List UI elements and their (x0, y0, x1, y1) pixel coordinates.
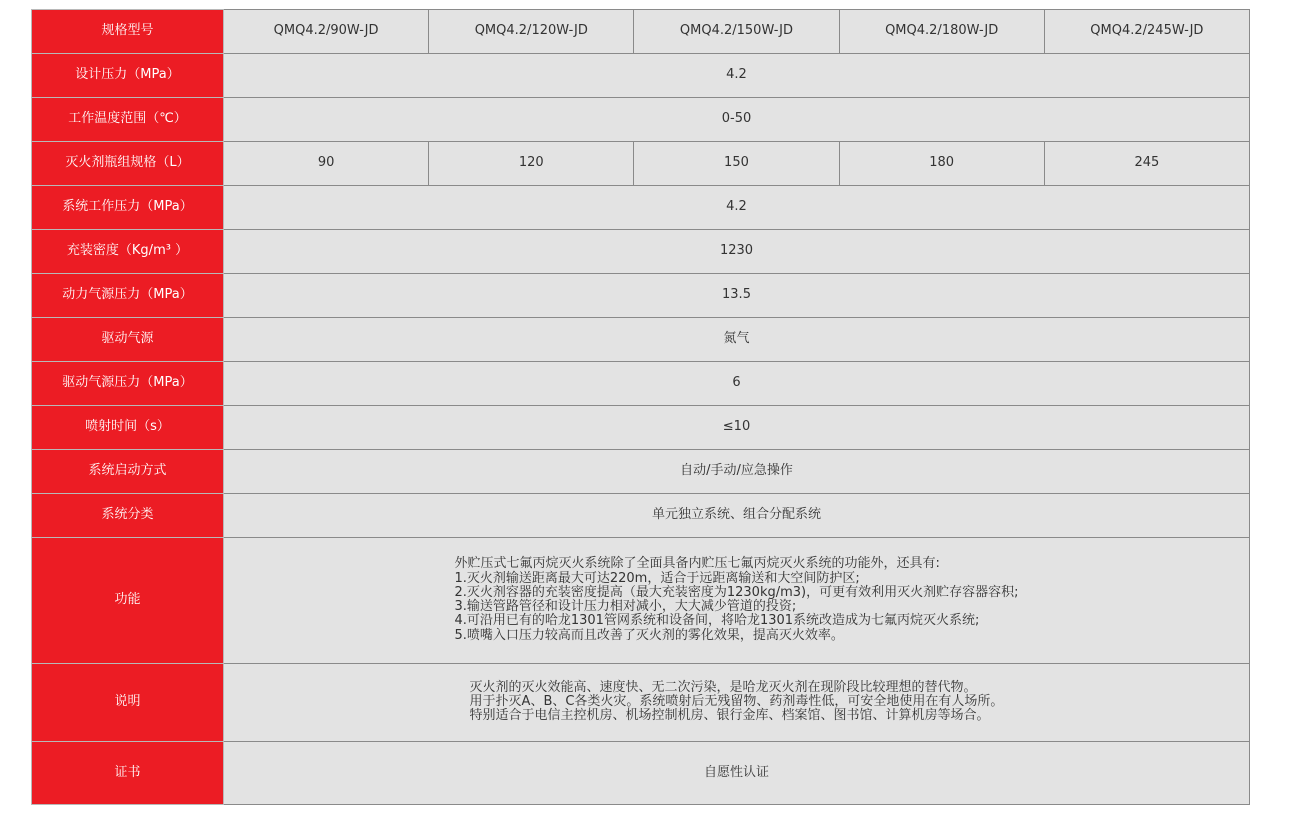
table-row-spray-time (32, 406, 1250, 450)
row-label-description: 说明 (32, 664, 224, 742)
row-label-fill-density: 充装密度（Kg/m³ ） (32, 230, 224, 274)
table-row-function (32, 538, 1250, 664)
value-description (224, 664, 1250, 742)
table-row-model (32, 10, 1250, 54)
row-label-system-pressure: 系统工作压力（MPa） (32, 186, 224, 230)
row-label-drive-gas-pressure: 驱动气源压力（MPa） (32, 362, 224, 406)
value-spray-time: ≤10 (224, 406, 1250, 450)
table-row-temp-range (32, 98, 1250, 142)
table-row-design-pressure (32, 54, 1250, 98)
model-cell: QMQ4.2/180W-JD (839, 10, 1044, 54)
table-row-system-pressure (32, 186, 1250, 230)
row-label-classification: 系统分类 (32, 494, 224, 538)
row-label-power-gas-pressure: 动力气源压力（MPa） (32, 274, 224, 318)
table-row-drive-gas-pressure (32, 362, 1250, 406)
model-cell: QMQ4.2/90W-JD (224, 10, 429, 54)
row-label-model: 规格型号 (32, 10, 224, 54)
table-row-start-mode (32, 450, 1250, 494)
function-line: 1.灭火剂输送距离最大可达220m，适合于远距离输送和大空间防护区; (454, 570, 860, 586)
function-line: 5.喷嘴入口压力较高而且改善了灭火剂的雾化效果，提高灭火效率。 (454, 627, 844, 643)
value-fill-density: 1230 (224, 230, 1250, 274)
value-temp-range: 0-50 (224, 98, 1250, 142)
table-row-classification (32, 494, 1250, 538)
function-line: 外贮压式七氟丙烷灭火系统除了全面具备内贮压七氟丙烷灭火系统的功能外，还具有: (454, 556, 940, 572)
row-label-certificate: 证书 (32, 742, 224, 805)
bottle-spec-cell: 120 (429, 142, 634, 186)
model-cell: QMQ4.2/245W-JD (1044, 10, 1249, 54)
description-line: 特别适合于电信主控机房、机场控制机房、银行金库、档案馆、图书馆、计算机房等场合。 (469, 708, 990, 724)
value-classification: 单元独立系统、组合分配系统 (224, 494, 1250, 538)
bottle-spec-cell: 180 (839, 142, 1044, 186)
value-system-pressure: 4.2 (224, 186, 1250, 230)
table-row-bottle-spec (32, 142, 1250, 186)
bottle-spec-cell: 245 (1044, 142, 1249, 186)
row-label-temp-range: 工作温度范围（℃） (32, 98, 224, 142)
table-row-description (32, 664, 1250, 742)
row-label-design-pressure: 设计压力（MPa） (32, 54, 224, 98)
description-text-block (470, 681, 1004, 724)
table-row-fill-density (32, 230, 1250, 274)
value-drive-gas-pressure: 6 (224, 362, 1250, 406)
row-label-drive-gas: 驱动气源 (32, 318, 224, 362)
description-line: 灭火剂的灭火效能高、速度快、无二次污染，是哈龙灭火剂在现阶段比较理想的替代物。 (469, 679, 977, 695)
model-cell: QMQ4.2/150W-JD (634, 10, 839, 54)
function-text-block (454, 557, 1018, 643)
table-row-drive-gas (32, 318, 1250, 362)
model-cell: QMQ4.2/120W-JD (429, 10, 634, 54)
value-start-mode: 自动/手动/应急操作 (224, 450, 1250, 494)
bottle-spec-cell: 150 (634, 142, 839, 186)
spec-table (31, 9, 1250, 805)
value-drive-gas: 氮气 (224, 318, 1250, 362)
description-line: 用于扑灭A、B、C各类火灾。系统喷射后无残留物、药剂毒性低，可安全地使用在有人场所。 (469, 694, 1004, 710)
row-label-function: 功能 (32, 538, 224, 664)
row-label-start-mode: 系统启动方式 (32, 450, 224, 494)
row-label-spray-time: 喷射时间（s） (32, 406, 224, 450)
function-line: 4.可沿用已有的哈龙1301管网系统和设备间，将哈龙1301系统改造成为七氟丙烷灭火系统; (454, 613, 980, 629)
value-function (224, 538, 1250, 664)
table-row-power-gas-pressure (32, 274, 1250, 318)
table-row-certificate (32, 742, 1250, 805)
value-design-pressure: 4.2 (224, 54, 1250, 98)
bottle-spec-cell: 90 (224, 142, 429, 186)
value-certificate: 自愿性认证 (224, 742, 1250, 805)
value-power-gas-pressure: 13.5 (224, 274, 1250, 318)
function-line: 2.灭火剂容器的充装密度提高（最大充装密度为1230kg/m3)，可更有效利用灭火剂贮存容器容积; (454, 584, 1019, 600)
row-label-bottle-spec: 灭火剂瓶组规格（L） (32, 142, 224, 186)
function-line: 3.输送管路管径和设计压力相对减小，大大减少管道的投资; (454, 599, 797, 615)
